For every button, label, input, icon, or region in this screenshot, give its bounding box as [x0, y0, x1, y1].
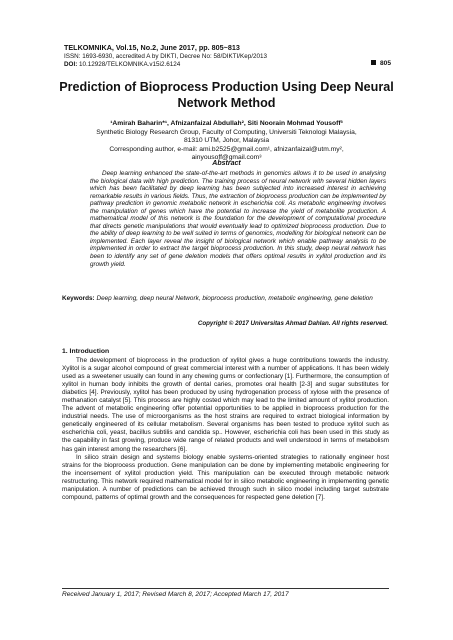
copyright-notice: Copyright © 2017 Universitas Ahmad Dahlan. All rights reserved.: [197, 320, 388, 327]
keywords-text: Deep learning, deep neural Network, bioprocess production, metabolic engineering, gene deletion: [96, 295, 373, 302]
paragraph: In silico strain design and systems biology enable systems-oriented strategies to rationally engineer host strains for the bioprocess production. Gene manipulation can be done by implementing metabolic engineering for the incensement of xylitol production yield. This manipulation can be executed through metabolic network restructuring. This network required mathematical model for in silico metabolic engineering in implementing genetic manipulation. A number of predictions can be achieved through such in silico model including target substrate compound, patterns of optimal growth and the consequences for respected gene deletion [7].: [62, 453, 389, 501]
author-block: [60, 120, 393, 163]
affiliation-line-1: Synthetic Biology Research Group, Faculty of Computing, Universiti Teknologi Malaysia,: [96, 128, 357, 136]
square-bullet-icon: [371, 60, 376, 65]
journal-header: [64, 44, 394, 69]
email-line-1: Corresponding author, e-mail: ami.b2525@gmail.com¹, afnizanfaizal@utm.my²,: [109, 145, 344, 153]
page-number-text: 805: [379, 60, 391, 67]
doi-label: DOI:: [64, 60, 78, 68]
received-dates: Received January 1, 2017; Revised March 8, 2017; Accepted March 17, 2017: [62, 591, 289, 598]
email-line-2: ainyousoff@gmail.com³: [191, 154, 262, 162]
page-number: [371, 60, 391, 67]
doi-value: 10.12928/TELKOMNIKA.v15i2.6124: [79, 60, 181, 68]
journal-citation: TELKOMNIKA, Vol.15, No.2, June 2017, pp. 805~813: [64, 43, 240, 52]
keywords-label: Keywords:: [62, 295, 95, 302]
abstract-text: Deep learning enhanced the state-of-the-art methods in genomics allows it to be used in analysing the biological data with high prediction. The training process of neural network with several hidden layers which has been facilitated by deep learning has been subjected into increased interest in achieving remarkable results in various fields. Thus, the extraction of bioprocess production can be implemented by pathway prediction in genomic metabolic network in escherichia coli. As metabolic engineering involves the manipulation of genes which have the potential to increase the yield of metabolite production. A mathematical model of this network is the foundation for the development of computational procedure that directs genetic manipulations that would eventually lead to optimized bioprocess production. Due to the ability of deep learning to be well suited in terms of genomics, modelling for biological network can be implemented. Each layer reveal the insight of biological network which enable pathway analysis to be implemented in order to extract the target bioprocess production. In this study, deep neural network has been to identify any set of gene deletion models that offers optimal results in xylitol production and its growth yield.: [90, 170, 386, 268]
footer-divider: [62, 588, 389, 589]
section-heading: 1. Introduction: [62, 348, 110, 355]
paper-title: Prediction of Bioprocess Production Using Deep Neural Network Method: [59, 80, 394, 110]
abstract-heading: Abstract: [212, 160, 241, 167]
introduction-body: [62, 357, 389, 502]
issn-line: ISSN: 1693-6930, accredited A by DIKTI, Decree No: 58/DIKTI/Kep/2013: [64, 52, 268, 60]
affiliation-line-2: 81310 UTM, Johor, Malaysia: [183, 137, 270, 145]
doi-line: [64, 61, 394, 69]
keywords-block: [62, 295, 388, 303]
paragraph: The development of bioprocess in the production of xylitol gives a huge contributions towards the industry. Xylitol is a sugar alcohol compound of great commercial interest with a number of applications. It has been widely used as a sweetener usually can found in any chewing gums or confectionary [1]. Furthermore, the consumption of xylitol in human body inhibits the growth of dental caries, promotes oral health [2-3] and sugar substitutes for diabetics [4]. Previously, xylitol has been produced by using hydrogenation process of xylose with the presence of methanation catalyst [5]. This process are highly costed which may lead to the limited amount of xylitol production. The advent of metabolic engineering offer potential opportunities to be applied in bioprocess production for the industrial needs. The use of microorganisms as the host strains are required to extract biological information by genetically engineered of its cellular metabolism. Several organisms has been tested to produce xylitol such as escherichia coli, yeast, bacillus subtilis and candida sp.. However, escherichia coli has been used in this study as the capability in fast growing, produce wide range of related products and well understood in terms of metabolism has gain interest among the researchers [6].: [62, 357, 389, 453]
author-names: ¹Amirah Baharin*¹, Afnizanfaizal Abdullah², Siti Noorain Mohmad Yousoff³: [110, 120, 343, 127]
